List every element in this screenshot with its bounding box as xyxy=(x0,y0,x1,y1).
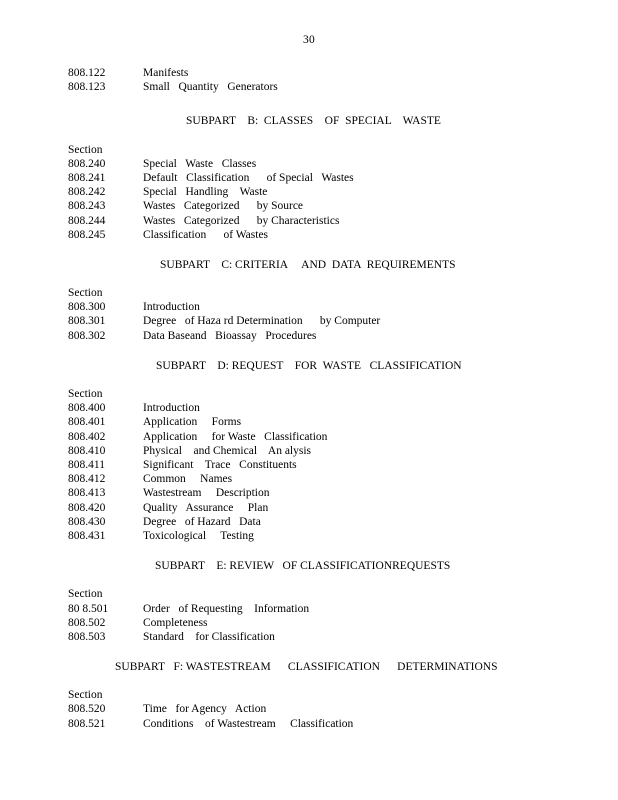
toc-entry xyxy=(0,228,618,242)
section-label: Section xyxy=(68,588,103,601)
toc-entry-number: 808.242 xyxy=(68,186,106,199)
toc-entry-title: Default Classification of Special Wastes xyxy=(143,171,354,184)
toc-entry-number: 808.245 xyxy=(68,228,106,241)
toc-entry xyxy=(0,616,618,630)
section-label: Section xyxy=(68,143,103,156)
toc-entry xyxy=(0,300,618,314)
toc-entry-title: Degree of Haza rd Determination by Computer xyxy=(143,315,381,328)
toc-entry-title: Toxicological Testing xyxy=(143,529,254,542)
toc-entry-title: Common Names xyxy=(143,473,233,486)
toc-entry-number: 808.431 xyxy=(68,529,106,542)
toc-entry xyxy=(0,717,618,731)
toc-entry-number: 808.502 xyxy=(68,616,106,629)
toc-entry xyxy=(0,444,618,458)
toc-entry-number: 808.301 xyxy=(68,315,106,328)
toc-entry-title: Data Baseand Bioassay Procedures xyxy=(143,329,317,342)
toc-entry xyxy=(0,157,618,171)
vertical-spacer xyxy=(0,272,618,286)
subpart-heading: SUBPART C: CRITERIA AND DATA REQUIREMENTS xyxy=(160,258,456,271)
toc-entry xyxy=(0,401,618,415)
vertical-spacer xyxy=(0,343,618,359)
toc-entry-title: Order of Requesting Information xyxy=(143,602,310,615)
toc-entry xyxy=(0,430,618,444)
toc-entry-number: 808.241 xyxy=(68,171,106,184)
toc-entry-number: 808.244 xyxy=(68,214,106,227)
toc-entry-title: Standard for Classification xyxy=(143,630,275,643)
toc-entry-number: 808.430 xyxy=(68,515,106,528)
section-label: Section xyxy=(68,388,103,401)
toc-entry xyxy=(0,472,618,486)
vertical-spacer xyxy=(0,242,618,258)
toc-entry-title: Application Forms xyxy=(143,416,242,429)
section-label: Section xyxy=(68,689,103,702)
toc-entry-title: Small Quantity Generators xyxy=(143,81,278,94)
toc-entry-number: 808.521 xyxy=(68,717,106,730)
document-body xyxy=(0,66,618,731)
toc-entry-number: 808.122 xyxy=(68,67,106,79)
toc-entry-title: Introduction xyxy=(143,402,200,415)
vertical-spacer xyxy=(0,94,618,114)
toc-entry xyxy=(0,630,618,644)
toc-entry xyxy=(0,602,618,616)
toc-entry-number: 808.503 xyxy=(68,630,106,643)
toc-entry-number: 808.302 xyxy=(68,329,106,342)
vertical-spacer xyxy=(0,573,618,587)
subpart-heading: SUBPART F: WASTESTREAM CLASSIFICATION DETERMINATIONS xyxy=(115,661,498,674)
toc-entry-title: Special Handling Waste xyxy=(143,186,268,199)
toc-entry xyxy=(0,415,618,429)
toc-entry-title: Completeness xyxy=(143,616,208,629)
toc-entry xyxy=(0,501,618,515)
vertical-spacer xyxy=(0,543,618,559)
toc-entry xyxy=(0,329,618,343)
toc-entry xyxy=(0,458,618,472)
toc-entry xyxy=(0,529,618,543)
vertical-spacer xyxy=(0,674,618,688)
toc-entry-title: Classification of Wastes xyxy=(143,228,269,241)
vertical-spacer xyxy=(0,129,618,143)
toc-entry-title: Quality Assurance Plan xyxy=(143,501,269,514)
subpart-heading: SUBPART D: REQUEST FOR WASTE CLASSIFICATION xyxy=(156,359,462,372)
toc-entry-number: 808.413 xyxy=(68,487,106,500)
toc-entry-number: 808.243 xyxy=(68,200,106,213)
toc-entry xyxy=(0,214,618,228)
toc-entry-number: 808.410 xyxy=(68,444,106,457)
vertical-spacer xyxy=(0,644,618,660)
toc-entry-title: Wastestream Description xyxy=(143,487,270,500)
toc-entry xyxy=(0,171,618,185)
subpart-heading: SUBPART B: CLASSES OF SPECIAL WASTE xyxy=(186,115,441,128)
toc-entry-title: Wastes Categorized by Source xyxy=(143,200,304,213)
toc-entry-title: Degree of Hazard Data xyxy=(143,515,261,528)
toc-entry xyxy=(0,515,618,529)
toc-entry-number: 808.400 xyxy=(68,402,106,415)
subpart-heading: SUBPART E: REVIEW OF CLASSIFICATIONREQUESTS xyxy=(155,560,451,573)
toc-entry-title: Time for Agency Action xyxy=(143,703,267,716)
toc-entry-number: 808.401 xyxy=(68,416,106,429)
toc-entry-number: 808.123 xyxy=(68,81,106,94)
toc-entry-number: 808.420 xyxy=(68,501,106,514)
toc-entry-number: 808.411 xyxy=(68,458,105,471)
toc-entry-number: 808.402 xyxy=(68,430,106,443)
toc-entry xyxy=(0,314,618,328)
toc-entry-title: Conditions of Wastestream Classification xyxy=(143,717,354,730)
section-label: Section xyxy=(68,287,103,300)
toc-entry xyxy=(0,702,618,716)
toc-entry-number: 808.300 xyxy=(68,301,106,314)
toc-entry xyxy=(0,66,618,80)
toc-entry-title: Wastes Categorized by Characteristics xyxy=(143,214,340,227)
toc-entry-number: 808.520 xyxy=(68,703,106,716)
toc-entry-title: Application for Waste Classification xyxy=(143,430,328,443)
toc-entry-number: 80 8.501 xyxy=(68,602,109,615)
toc-entry xyxy=(0,80,618,94)
toc-entry xyxy=(0,199,618,213)
toc-entry xyxy=(0,486,618,500)
toc-entry xyxy=(0,185,618,199)
toc-entry-title: Physical and Chemical An alysis xyxy=(143,444,312,457)
vertical-spacer xyxy=(0,373,618,387)
toc-entry-title: Significant Trace Constituents xyxy=(143,458,297,471)
toc-entry-number: 808.412 xyxy=(68,473,106,486)
toc-entry-title: Manifests xyxy=(143,67,189,79)
toc-entry-title: Special Waste Classes xyxy=(143,157,257,170)
page-number: 30 xyxy=(303,34,315,46)
toc-entry-title: Introduction xyxy=(143,301,200,314)
toc-entry-number: 808.240 xyxy=(68,157,106,170)
